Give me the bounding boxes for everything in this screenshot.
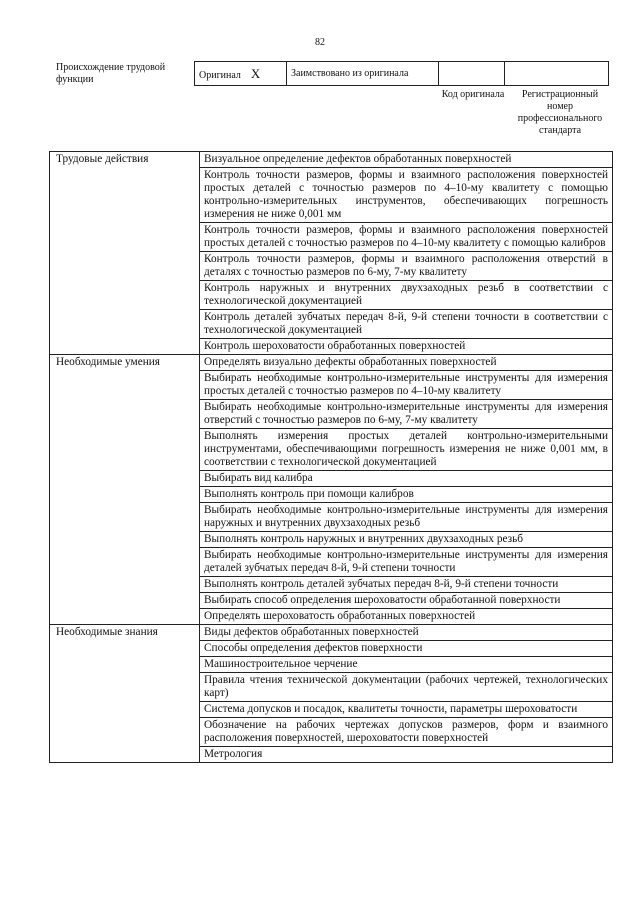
function-table — [49, 151, 613, 763]
section-item: Выбирать способ определения шероховатости обработанной поверхности — [200, 593, 613, 609]
section-item: Контроль точности размеров, формы и взаимного расположения отверстий в деталях с точностью размеров по 6-му, 7-му квалитету — [200, 252, 613, 281]
original-cell — [195, 62, 287, 86]
section-title: Трудовые действия — [50, 152, 200, 355]
code-caption: Код оригинала — [441, 89, 505, 100]
section-item: Выбирать необходимые контрольно-измерительные инструменты для измерения отверстий с точностью размеров по 6-му, 7-му квалитету — [200, 400, 613, 429]
section-item: Выбирать вид калибра — [200, 471, 613, 487]
section-item: Способы определения дефектов поверхности — [200, 641, 613, 657]
section-item: Виды дефектов обработанных поверхностей — [200, 625, 613, 641]
section-item: Выполнять контроль при помощи калибров — [200, 487, 613, 503]
section-item: Контроль точности размеров, формы и взаимного расположения поверхностей простых деталей с точностью размеров по 4–10-му квалитету с помощью калибров — [200, 223, 613, 252]
section-item: Контроль шероховатости обработанных поверхностей — [200, 339, 613, 355]
original-mark: X — [250, 65, 261, 81]
borrowed-cell: Заимствовано из оригинала — [287, 62, 439, 86]
origin-table — [194, 61, 609, 86]
registration-caption: Регистрационный номер профессионального стандарта — [517, 89, 603, 136]
table-row — [50, 625, 613, 641]
registration-number-cell — [505, 62, 609, 86]
section-item: Определять визуально дефекты обработанных поверхностей — [200, 355, 613, 371]
section-item: Контроль деталей зубчатых передач 8-й, 9-й степени точности в соответствии с технологической документацией — [200, 310, 613, 339]
table-row — [50, 152, 613, 168]
section-title: Необходимые знания — [50, 625, 200, 763]
section-item: Обозначение на рабочих чертежах допусков размеров, форм и взаимного расположения поверхностей, шероховатости поверхностей — [200, 718, 613, 747]
section-item: Выполнять контроль деталей зубчатых передач 8-й, 9-й степени точности — [200, 577, 613, 593]
original-label: Оригинал — [199, 69, 241, 81]
section-item: Система допусков и посадок, квалитеты точности, параметры шероховатости — [200, 702, 613, 718]
page-number: 82 — [315, 37, 325, 48]
section-item: Метрология — [200, 747, 613, 763]
section-item: Выбирать необходимые контрольно-измерительные инструменты для измерения деталей зубчатых передач 8-й, 9-й степени точности — [200, 548, 613, 577]
section-item: Машиностроительное черчение — [200, 657, 613, 673]
section-item: Определять шероховатость обработанных поверхностей — [200, 609, 613, 625]
original-code-cell — [439, 62, 505, 86]
table-row — [50, 355, 613, 371]
section-item: Правила чтения технической документации (рабочих чертежей, технологических карт) — [200, 673, 613, 702]
section-title: Необходимые умения — [50, 355, 200, 625]
section-item: Контроль точности размеров, формы и взаимного расположения поверхностей простых деталей с точностью размеров по 4–10-му квалитету с помощью контрольно-измерительных инструментов, обеспечивающих погрешность измерения не ниже 0,001 мм — [200, 168, 613, 223]
section-item: Выполнять контроль наружных и внутренних двухзаходных резьб — [200, 532, 613, 548]
section-item: Выполнять измерения простых деталей контрольно-измерительными инструментами, обеспечивающими погрешность измерения не ниже 0,001 мм, в соответствии с технологической документацией — [200, 429, 613, 471]
section-item: Выбирать необходимые контрольно-измерительные инструменты для измерения наружных и внутренних двухзаходных резьб — [200, 503, 613, 532]
section-item: Контроль наружных и внутренних двухзаходных резьб в соответствии с технологической документацией — [200, 281, 613, 310]
section-item: Визуальное определение дефектов обработанных поверхностей — [200, 152, 613, 168]
origin-label: Происхождение трудовой функции — [56, 62, 166, 85]
section-item: Выбирать необходимые контрольно-измерительные инструменты для измерения простых деталей с точностью размеров по 4–10-му квалитету — [200, 371, 613, 400]
